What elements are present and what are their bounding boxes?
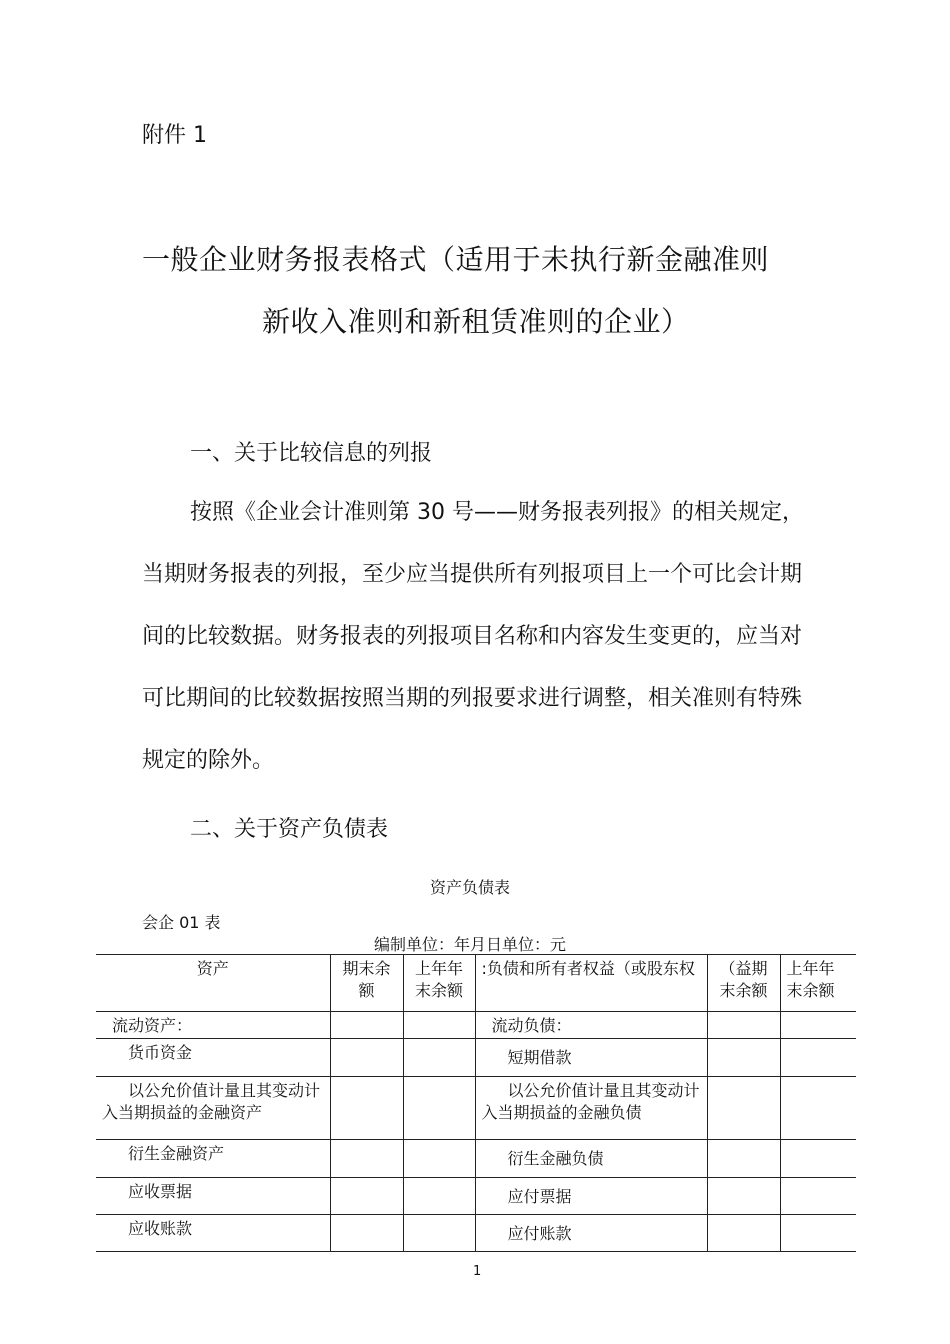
header-liability: :负债和所有者权益（或股东权: [475, 955, 707, 1012]
header-asset: 资产: [96, 955, 330, 1012]
header-liab-prior-year-end: 上年年末余额: [780, 955, 856, 1012]
document-title-line1: 一般企业财务报表格式（适用于未执行新金融准则: [142, 243, 770, 276]
paragraph-line: 间的比较数据。财务报表的列报项目名称和内容发生变更的，应当对: [142, 624, 803, 649]
table-row: 衍生金融资产 衍生金融负债: [96, 1140, 856, 1178]
table-row: 以公允价值计量且其变动计入当期损益的金融资产 以公允价值计量且其变动计入当期损益的金融负债: [96, 1077, 856, 1140]
paragraph-line: 按照《企业会计准则第 30 号——财务报表列报》的相关规定，: [190, 500, 804, 525]
header-prior-year-end: 上年年末余额: [403, 955, 475, 1012]
paragraph-line: 当期财务报表的列报，至少应当提供所有列报项目上一个可比会计期: [142, 562, 803, 587]
page-number: 1: [473, 1264, 482, 1279]
table-header-row: [96, 955, 856, 1012]
table-row: 应收票据 应付票据: [96, 1178, 856, 1215]
section1-paragraph: [142, 498, 856, 808]
unit-line: 编制单位：年月日单位：元: [374, 935, 567, 954]
document-title-line2: 新收入准则和新租赁准则的企业）: [262, 305, 690, 338]
paragraph-line: 规定的除外。: [142, 748, 275, 773]
header-liab-period-end: （益期末余额: [707, 955, 780, 1012]
attachment-label: 附件 1: [142, 123, 207, 148]
table-row: 货币资金 短期借款: [96, 1039, 856, 1077]
balance-sheet-table: [96, 954, 856, 1252]
table-title: 资产负债表: [430, 878, 511, 897]
section1-heading: 一、关于比较信息的列报: [190, 441, 433, 466]
table-row: 流动资产： 流动负债：: [96, 1012, 856, 1039]
form-number: 会企 01 表: [142, 913, 221, 932]
section2-heading: 二、关于资产负债表: [190, 817, 389, 842]
header-period-end: 期末余额: [330, 955, 403, 1012]
paragraph-line: 可比期间的比较数据按照当期的列报要求进行调整，相关准则有特殊: [142, 686, 803, 711]
table-row: 应收账款 应付账款: [96, 1215, 856, 1252]
